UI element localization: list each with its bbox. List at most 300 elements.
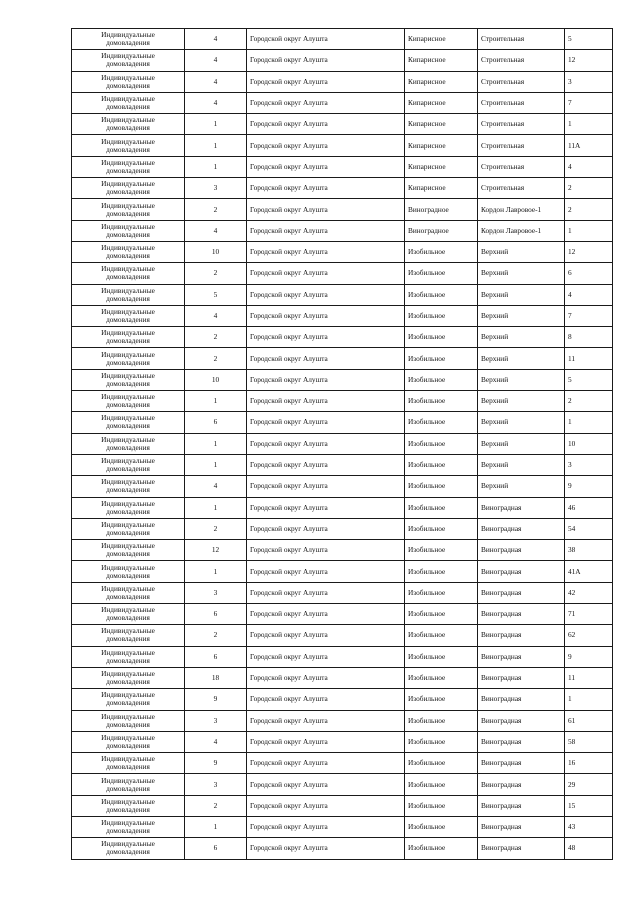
cell-settlement: Изобильное xyxy=(405,838,478,859)
cell-count: 2 xyxy=(185,199,247,220)
table-row xyxy=(72,412,613,433)
cell-building-type xyxy=(72,731,185,752)
cell-count: 2 xyxy=(185,795,247,816)
cell-settlement: Изобильное xyxy=(405,391,478,412)
cell-house-number: 61 xyxy=(565,710,613,731)
cell-house-number: 3 xyxy=(565,454,613,475)
table-body xyxy=(72,29,613,860)
building-type-line-2: домовладения xyxy=(106,570,150,580)
table-row xyxy=(72,689,613,710)
cell-municipality: Городской округ Алушта xyxy=(247,476,405,497)
building-type-line-1: Индивидуальные xyxy=(101,264,155,274)
cell-building-type xyxy=(72,369,185,390)
cell-municipality: Городской округ Алушта xyxy=(247,50,405,71)
cell-count: 4 xyxy=(185,29,247,50)
cell-street: Виноградная xyxy=(478,710,565,731)
cell-house-number: 58 xyxy=(565,731,613,752)
cell-street: Верхний xyxy=(478,476,565,497)
building-type-line-1: Индивидуальные xyxy=(101,477,155,487)
cell-house-number: 42 xyxy=(565,582,613,603)
cell-street: Виноградная xyxy=(478,540,565,561)
table-row xyxy=(72,561,613,582)
cell-building-type xyxy=(72,412,185,433)
cell-settlement: Изобильное xyxy=(405,604,478,625)
cell-building-type xyxy=(72,625,185,646)
cell-house-number: 11 xyxy=(565,348,613,369)
cell-house-number: 43 xyxy=(565,816,613,837)
table-row xyxy=(72,114,613,135)
cell-settlement: Изобильное xyxy=(405,582,478,603)
cell-count: 3 xyxy=(185,710,247,731)
cell-count: 2 xyxy=(185,518,247,539)
cell-municipality: Городской округ Алушта xyxy=(247,114,405,135)
building-type-line-1: Индивидуальные xyxy=(101,818,155,828)
cell-building-type xyxy=(72,710,185,731)
cell-count: 3 xyxy=(185,774,247,795)
cell-municipality: Городской округ Алушта xyxy=(247,241,405,262)
cell-settlement: Изобильное xyxy=(405,561,478,582)
table-row xyxy=(72,795,613,816)
cell-settlement: Кипарисное xyxy=(405,92,478,113)
building-type-line-2: домовладения xyxy=(106,102,150,112)
cell-count: 4 xyxy=(185,731,247,752)
cell-municipality: Городской округ Алушта xyxy=(247,561,405,582)
cell-house-number: 48 xyxy=(565,838,613,859)
cell-street: Верхний xyxy=(478,348,565,369)
cell-count: 1 xyxy=(185,816,247,837)
table-row xyxy=(72,646,613,667)
building-type-line-2: домовладения xyxy=(106,740,150,750)
table-row xyxy=(72,220,613,241)
building-type-line-2: домовладения xyxy=(106,336,150,346)
cell-house-number: 1 xyxy=(565,220,613,241)
cell-count: 6 xyxy=(185,646,247,667)
cell-house-number: 71 xyxy=(565,604,613,625)
table-row xyxy=(72,753,613,774)
cell-municipality: Городской округ Алушта xyxy=(247,135,405,156)
cell-street: Строительная xyxy=(478,178,565,199)
cell-settlement: Кипарисное xyxy=(405,114,478,135)
cell-count: 6 xyxy=(185,412,247,433)
cell-settlement: Изобильное xyxy=(405,305,478,326)
building-type-line-1: Индивидуальные xyxy=(101,370,155,380)
building-type-line-1: Индивидуальные xyxy=(101,136,155,146)
table-row xyxy=(72,327,613,348)
cell-house-number: 12 xyxy=(565,241,613,262)
cell-settlement: Изобильное xyxy=(405,795,478,816)
cell-street: Верхний xyxy=(478,369,565,390)
building-type-line-1: Индивидуальные xyxy=(101,711,155,721)
cell-street: Виноградная xyxy=(478,689,565,710)
building-type-line-2: домовладения xyxy=(106,634,150,644)
building-type-line-1: Индивидуальные xyxy=(101,51,155,61)
cell-building-type xyxy=(72,454,185,475)
cell-house-number: 9 xyxy=(565,646,613,667)
cell-building-type xyxy=(72,561,185,582)
table-row xyxy=(72,263,613,284)
cell-building-type xyxy=(72,71,185,92)
building-type-line-1: Индивидуальные xyxy=(101,285,155,295)
cell-house-number: 2 xyxy=(565,199,613,220)
cell-settlement: Кипарисное xyxy=(405,50,478,71)
table-row xyxy=(72,710,613,731)
table-row xyxy=(72,774,613,795)
cell-building-type xyxy=(72,92,185,113)
cell-count: 3 xyxy=(185,178,247,199)
cell-building-type xyxy=(72,689,185,710)
cell-building-type xyxy=(72,29,185,50)
cell-house-number: 3 xyxy=(565,71,613,92)
building-type-line-2: домовладения xyxy=(106,485,150,495)
cell-count: 2 xyxy=(185,327,247,348)
cell-street: Строительная xyxy=(478,156,565,177)
cell-street: Верхний xyxy=(478,412,565,433)
building-type-line-2: домовладения xyxy=(106,464,150,474)
cell-street: Строительная xyxy=(478,114,565,135)
cell-house-number: 41А xyxy=(565,561,613,582)
cell-street: Строительная xyxy=(478,29,565,50)
table-row xyxy=(72,29,613,50)
cell-count: 18 xyxy=(185,667,247,688)
cell-municipality: Городской округ Алушта xyxy=(247,327,405,348)
table-row xyxy=(72,497,613,518)
table-row xyxy=(72,199,613,220)
cell-building-type xyxy=(72,646,185,667)
cell-building-type xyxy=(72,199,185,220)
building-type-line-1: Индивидуальные xyxy=(101,839,155,849)
building-type-line-2: домовладения xyxy=(106,187,150,197)
cell-house-number: 16 xyxy=(565,753,613,774)
cell-building-type xyxy=(72,178,185,199)
building-type-line-2: домовладения xyxy=(106,400,150,410)
cell-municipality: Городской округ Алушта xyxy=(247,710,405,731)
cell-building-type xyxy=(72,540,185,561)
building-type-line-1: Индивидуальные xyxy=(101,796,155,806)
cell-building-type xyxy=(72,135,185,156)
cell-municipality: Городской округ Алушта xyxy=(247,816,405,837)
cell-municipality: Городской округ Алушта xyxy=(247,774,405,795)
cell-house-number: 12 xyxy=(565,50,613,71)
cell-building-type xyxy=(72,604,185,625)
cell-count: 10 xyxy=(185,369,247,390)
building-type-line-1: Индивидуальные xyxy=(101,72,155,82)
cell-street: Виноградная xyxy=(478,625,565,646)
cell-street: Виноградная xyxy=(478,838,565,859)
cell-street: Виноградная xyxy=(478,561,565,582)
cell-count: 1 xyxy=(185,156,247,177)
cell-municipality: Городской округ Алушта xyxy=(247,838,405,859)
cell-settlement: Изобильное xyxy=(405,625,478,646)
cell-count: 1 xyxy=(185,497,247,518)
building-type-line-2: домовладения xyxy=(106,847,150,857)
cell-municipality: Городской округ Алушта xyxy=(247,29,405,50)
table-row xyxy=(72,391,613,412)
cell-municipality: Городской округ Алушта xyxy=(247,582,405,603)
cell-house-number: 7 xyxy=(565,305,613,326)
table-row xyxy=(72,838,613,859)
table-row xyxy=(72,625,613,646)
cell-house-number: 2 xyxy=(565,178,613,199)
cell-settlement: Виноградное xyxy=(405,220,478,241)
building-type-line-2: домовладения xyxy=(106,719,150,729)
cell-street: Виноградная xyxy=(478,497,565,518)
building-type-line-2: домовладения xyxy=(106,591,150,601)
cell-settlement: Изобильное xyxy=(405,774,478,795)
cell-house-number: 11А xyxy=(565,135,613,156)
table-row xyxy=(72,348,613,369)
cell-count: 1 xyxy=(185,561,247,582)
cell-count: 6 xyxy=(185,604,247,625)
building-type-line-2: домовладения xyxy=(106,123,150,133)
cell-settlement: Кипарисное xyxy=(405,156,478,177)
table-row xyxy=(72,667,613,688)
cell-street: Виноградная xyxy=(478,518,565,539)
table-row xyxy=(72,135,613,156)
cell-municipality: Городской округ Алушта xyxy=(247,220,405,241)
building-type-line-1: Индивидуальные xyxy=(101,328,155,338)
cell-street: Виноградная xyxy=(478,646,565,667)
cell-street: Виноградная xyxy=(478,816,565,837)
building-type-line-1: Индивидуальные xyxy=(101,200,155,210)
building-type-line-2: домовладения xyxy=(106,378,150,388)
cell-municipality: Городской округ Алушта xyxy=(247,348,405,369)
table-row xyxy=(72,731,613,752)
cell-street: Виноградная xyxy=(478,667,565,688)
building-type-line-1: Индивидуальные xyxy=(101,498,155,508)
table-row xyxy=(72,369,613,390)
table-row xyxy=(72,50,613,71)
cell-street: Виноградная xyxy=(478,582,565,603)
cell-house-number: 7 xyxy=(565,92,613,113)
cell-count: 1 xyxy=(185,391,247,412)
building-type-line-2: домовладения xyxy=(106,804,150,814)
cell-settlement: Изобильное xyxy=(405,753,478,774)
address-table xyxy=(71,28,613,860)
building-type-line-1: Индивидуальные xyxy=(101,562,155,572)
building-type-line-2: домовладения xyxy=(106,144,150,154)
building-type-line-1: Индивидуальные xyxy=(101,434,155,444)
cell-house-number: 54 xyxy=(565,518,613,539)
building-type-line-1: Индивидуальные xyxy=(101,349,155,359)
cell-count: 5 xyxy=(185,284,247,305)
building-type-line-2: домовладения xyxy=(106,229,150,239)
cell-building-type xyxy=(72,838,185,859)
cell-house-number: 1 xyxy=(565,412,613,433)
cell-municipality: Городской округ Алушта xyxy=(247,795,405,816)
cell-count: 12 xyxy=(185,540,247,561)
building-type-line-1: Индивидуальные xyxy=(101,519,155,529)
building-type-line-2: домовладения xyxy=(106,506,150,516)
cell-count: 4 xyxy=(185,71,247,92)
cell-street: Строительная xyxy=(478,92,565,113)
cell-municipality: Городской округ Алушта xyxy=(247,178,405,199)
building-type-line-2: домовладения xyxy=(106,38,150,48)
cell-municipality: Городской округ Алушта xyxy=(247,284,405,305)
cell-building-type xyxy=(72,50,185,71)
cell-settlement: Изобильное xyxy=(405,710,478,731)
cell-count: 6 xyxy=(185,838,247,859)
cell-building-type xyxy=(72,241,185,262)
building-type-line-2: домовладения xyxy=(106,59,150,69)
cell-building-type xyxy=(72,114,185,135)
table-row xyxy=(72,816,613,837)
building-type-line-1: Индивидуальные xyxy=(101,243,155,253)
building-type-line-1: Индивидуальные xyxy=(101,732,155,742)
cell-municipality: Городской округ Алушта xyxy=(247,433,405,454)
cell-street: Виноградная xyxy=(478,795,565,816)
building-type-line-1: Индивидуальные xyxy=(101,690,155,700)
cell-count: 2 xyxy=(185,625,247,646)
building-type-line-2: домовладения xyxy=(106,613,150,623)
cell-house-number: 8 xyxy=(565,327,613,348)
building-type-line-1: Индивидуальные xyxy=(101,221,155,231)
cell-municipality: Городской округ Алушта xyxy=(247,391,405,412)
cell-building-type xyxy=(72,391,185,412)
building-type-line-2: домовладения xyxy=(106,421,150,431)
building-type-line-1: Индивидуальные xyxy=(101,392,155,402)
table-row xyxy=(72,540,613,561)
cell-street: Виноградная xyxy=(478,753,565,774)
building-type-line-2: домовладения xyxy=(106,165,150,175)
cell-street: Верхний xyxy=(478,284,565,305)
building-type-line-2: домовладения xyxy=(106,677,150,687)
cell-building-type xyxy=(72,816,185,837)
building-type-line-2: домовладения xyxy=(106,826,150,836)
table-row xyxy=(72,476,613,497)
cell-house-number: 2 xyxy=(565,391,613,412)
cell-municipality: Городской округ Алушта xyxy=(247,753,405,774)
cell-municipality: Городской округ Алушта xyxy=(247,646,405,667)
building-type-line-2: домовладения xyxy=(106,80,150,90)
cell-street: Виноградная xyxy=(478,731,565,752)
cell-municipality: Городской округ Алушта xyxy=(247,369,405,390)
cell-street: Верхний xyxy=(478,241,565,262)
cell-house-number: 29 xyxy=(565,774,613,795)
cell-municipality: Городской округ Алушта xyxy=(247,156,405,177)
cell-house-number: 38 xyxy=(565,540,613,561)
cell-settlement: Изобильное xyxy=(405,497,478,518)
table-row xyxy=(72,284,613,305)
cell-settlement: Виноградное xyxy=(405,199,478,220)
cell-settlement: Изобильное xyxy=(405,476,478,497)
cell-settlement: Изобильное xyxy=(405,646,478,667)
cell-building-type xyxy=(72,156,185,177)
table-row xyxy=(72,156,613,177)
cell-settlement: Изобильное xyxy=(405,433,478,454)
building-type-line-1: Индивидуальные xyxy=(101,605,155,615)
cell-count: 9 xyxy=(185,753,247,774)
cell-count: 1 xyxy=(185,135,247,156)
cell-count: 2 xyxy=(185,263,247,284)
cell-building-type xyxy=(72,348,185,369)
building-type-line-1: Индивидуальные xyxy=(101,413,155,423)
cell-house-number: 46 xyxy=(565,497,613,518)
building-type-line-1: Индивидуальные xyxy=(101,669,155,679)
cell-house-number: 5 xyxy=(565,29,613,50)
cell-municipality: Городской округ Алушта xyxy=(247,497,405,518)
cell-settlement: Изобильное xyxy=(405,689,478,710)
cell-street: Верхний xyxy=(478,391,565,412)
cell-municipality: Городской округ Алушта xyxy=(247,263,405,284)
table-row xyxy=(72,518,613,539)
cell-building-type xyxy=(72,327,185,348)
cell-house-number: 6 xyxy=(565,263,613,284)
cell-building-type xyxy=(72,774,185,795)
building-type-line-1: Индивидуальные xyxy=(101,754,155,764)
cell-settlement: Изобильное xyxy=(405,241,478,262)
building-type-line-1: Индивидуальные xyxy=(101,775,155,785)
cell-settlement: Изобильное xyxy=(405,454,478,475)
cell-settlement: Изобильное xyxy=(405,412,478,433)
cell-building-type xyxy=(72,220,185,241)
cell-building-type xyxy=(72,305,185,326)
cell-house-number: 1 xyxy=(565,114,613,135)
table-row xyxy=(72,433,613,454)
building-type-line-2: домовладения xyxy=(106,698,150,708)
cell-municipality: Городской округ Алушта xyxy=(247,540,405,561)
table-row xyxy=(72,241,613,262)
cell-count: 9 xyxy=(185,689,247,710)
cell-building-type xyxy=(72,582,185,603)
cell-municipality: Городской округ Алушта xyxy=(247,518,405,539)
cell-building-type xyxy=(72,795,185,816)
cell-street: Кордон Лавровое-1 xyxy=(478,220,565,241)
cell-municipality: Городской округ Алушта xyxy=(247,305,405,326)
cell-settlement: Изобильное xyxy=(405,327,478,348)
building-type-line-2: домовладения xyxy=(106,272,150,282)
cell-house-number: 5 xyxy=(565,369,613,390)
cell-settlement: Изобильное xyxy=(405,667,478,688)
cell-count: 2 xyxy=(185,348,247,369)
cell-count: 4 xyxy=(185,476,247,497)
cell-municipality: Городской округ Алушта xyxy=(247,71,405,92)
cell-count: 4 xyxy=(185,220,247,241)
cell-settlement: Изобильное xyxy=(405,263,478,284)
cell-house-number: 15 xyxy=(565,795,613,816)
building-type-line-2: домовладения xyxy=(106,442,150,452)
cell-municipality: Городской округ Алушта xyxy=(247,731,405,752)
table-row xyxy=(72,178,613,199)
building-type-line-2: домовладения xyxy=(106,655,150,665)
building-type-line-1: Индивидуальные xyxy=(101,94,155,104)
cell-building-type xyxy=(72,518,185,539)
cell-settlement: Изобильное xyxy=(405,731,478,752)
cell-municipality: Городской округ Алушта xyxy=(247,454,405,475)
building-type-line-1: Индивидуальные xyxy=(101,307,155,316)
building-type-line-1: Индивидуальные xyxy=(101,115,155,125)
building-type-line-2: домовладения xyxy=(106,251,150,261)
cell-count: 4 xyxy=(185,50,247,71)
cell-building-type xyxy=(72,753,185,774)
table-row xyxy=(72,92,613,113)
building-type-line-2: домовладения xyxy=(106,357,150,367)
table-row xyxy=(72,454,613,475)
cell-settlement: Кипарисное xyxy=(405,29,478,50)
table-row xyxy=(72,71,613,92)
building-type-line-1: Индивидуальные xyxy=(101,626,155,636)
cell-settlement: Изобильное xyxy=(405,540,478,561)
cell-count: 1 xyxy=(185,114,247,135)
cell-municipality: Городской округ Алушта xyxy=(247,667,405,688)
cell-house-number: 11 xyxy=(565,667,613,688)
cell-municipality: Городской округ Алушта xyxy=(247,92,405,113)
table-row xyxy=(72,604,613,625)
cell-count: 4 xyxy=(185,305,247,326)
cell-house-number: 1 xyxy=(565,689,613,710)
cell-count: 10 xyxy=(185,241,247,262)
cell-building-type xyxy=(72,284,185,305)
cell-street: Верхний xyxy=(478,433,565,454)
